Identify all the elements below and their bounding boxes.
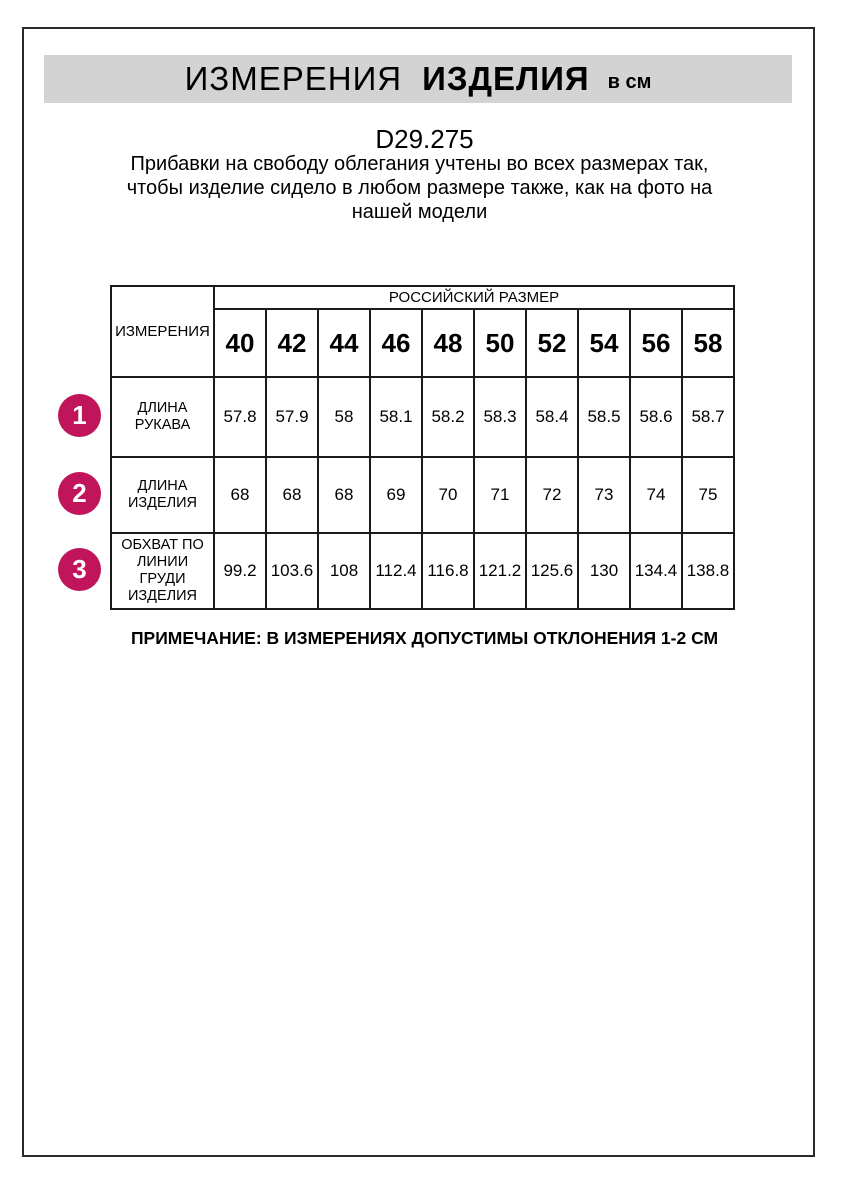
measurement-value: 71 — [474, 457, 526, 533]
measurement-value: 125.6 — [526, 533, 578, 609]
measurement-value: 57.8 — [214, 377, 266, 457]
measurement-value: 58.3 — [474, 377, 526, 457]
measurement-value: 72 — [526, 457, 578, 533]
table-row-chest-girth — [111, 533, 734, 609]
measurement-value: 70 — [422, 457, 474, 533]
measurement-value: 138.8 — [682, 533, 734, 609]
measurement-value: 68 — [318, 457, 370, 533]
title-emphasis: ИЗДЕЛИЯ — [422, 60, 590, 97]
tolerance-note: ПРИМЕЧАНИЕ: В ИЗМЕРЕНИЯХ ДОПУСТИМЫ ОТКЛОНЕНИЯ 1-2 СМ — [130, 628, 719, 648]
measurement-value: 58.1 — [370, 377, 422, 457]
row-label: ОБХВАТ ПО ЛИНИИ ГРУДИ ИЗДЕЛИЯ — [111, 533, 214, 609]
measurement-value: 68 — [266, 457, 318, 533]
measurement-value: 116.8 — [422, 533, 474, 609]
row-label: ДЛИНА ИЗДЕЛИЯ — [111, 457, 214, 533]
row-number-badge-1: 1 — [58, 394, 101, 437]
row-label: ДЛИНА РУКАВА — [111, 377, 214, 457]
title-unit: в см — [607, 71, 652, 93]
measurement-value: 57.9 — [266, 377, 318, 457]
measurement-value: 73 — [578, 457, 630, 533]
measurement-value: 134.4 — [630, 533, 682, 609]
measurement-value: 58.2 — [422, 377, 474, 457]
size-header: 52 — [526, 309, 578, 377]
measurement-value: 58 — [318, 377, 370, 457]
size-header: 50 — [474, 309, 526, 377]
model-code: D29.275 — [375, 124, 474, 154]
measurement-value: 69 — [370, 457, 422, 533]
fit-description: Прибавки на свободу облегания учтены во всех размерах так, чтобы изделие сидело в любом размере также, как на фото на нашей модели — [126, 153, 713, 223]
measurement-value: 112.4 — [370, 533, 422, 609]
measurement-value: 74 — [630, 457, 682, 533]
size-header: 58 — [682, 309, 734, 377]
measurement-value: 58.4 — [526, 377, 578, 457]
table-row-sleeve-length — [111, 377, 734, 457]
measurement-value: 58.7 — [682, 377, 734, 457]
size-header: 42 — [266, 309, 318, 377]
measurement-value: 58.6 — [630, 377, 682, 457]
corner-header-cell: ИЗМЕРЕНИЯ — [111, 286, 214, 377]
measurement-value: 58.5 — [578, 377, 630, 457]
measurement-value: 75 — [682, 457, 734, 533]
size-header: 54 — [578, 309, 630, 377]
measurement-value: 68 — [214, 457, 266, 533]
size-header: 46 — [370, 309, 422, 377]
table-row-product-length — [111, 457, 734, 533]
title-bar — [44, 55, 792, 103]
measurement-value: 108 — [318, 533, 370, 609]
size-header: 44 — [318, 309, 370, 377]
size-header: 56 — [630, 309, 682, 377]
measurements-table — [110, 285, 735, 610]
row-number-badge-2: 2 — [58, 472, 101, 515]
size-group-header-cell: РОССИЙСКИЙ РАЗМЕР — [214, 286, 734, 309]
measurement-value: 130 — [578, 533, 630, 609]
title-main: ИЗМЕРЕНИЯ — [184, 60, 403, 97]
measurement-value: 121.2 — [474, 533, 526, 609]
size-header: 40 — [214, 309, 266, 377]
measurement-value: 103.6 — [266, 533, 318, 609]
size-header: 48 — [422, 309, 474, 377]
measurement-value: 99.2 — [214, 533, 266, 609]
row-number-badge-3: 3 — [58, 548, 101, 591]
